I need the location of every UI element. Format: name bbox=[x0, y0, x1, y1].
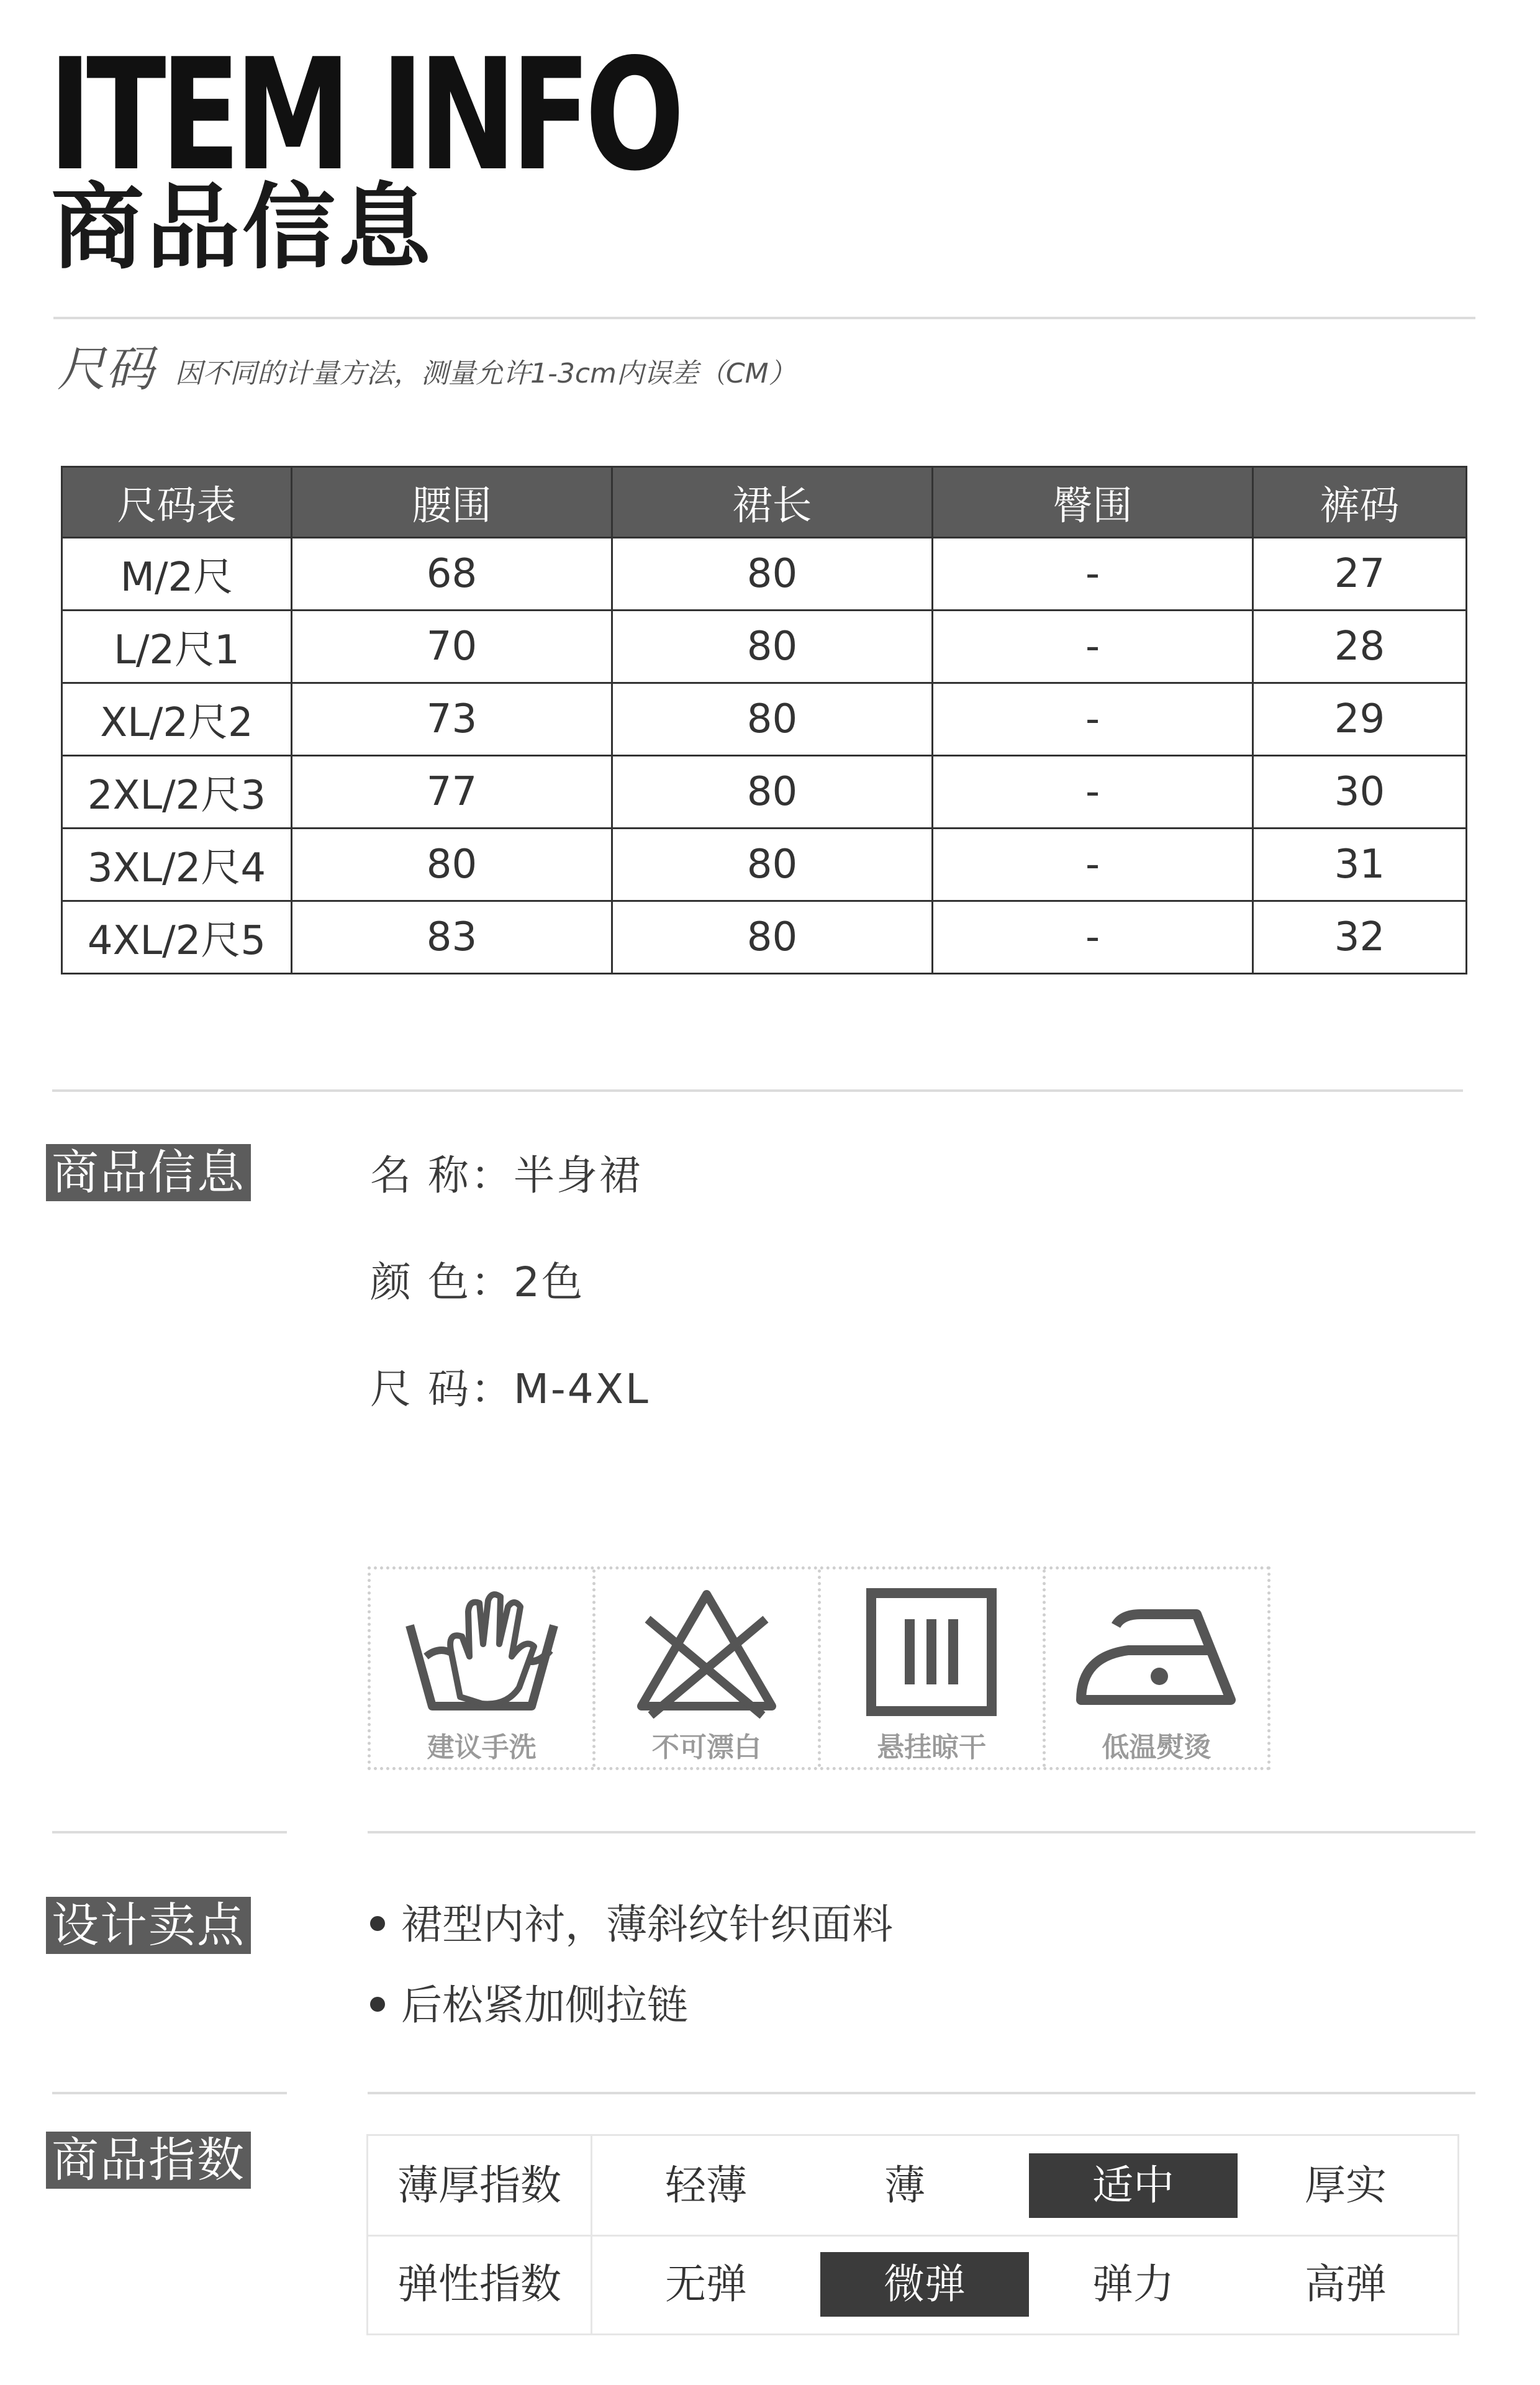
care-item-no-bleach bbox=[596, 1570, 820, 1767]
index-option: 高弹 bbox=[1305, 2260, 1387, 2308]
pants-size-cell: 30 bbox=[1253, 756, 1467, 829]
size-table-header: 裤码 bbox=[1253, 467, 1467, 538]
waist-cell: 73 bbox=[292, 683, 612, 756]
table-row bbox=[62, 683, 1467, 756]
care-instructions bbox=[368, 1566, 1270, 1770]
size-section-note: 因不同的计量方法，测量允许1-3cm内误差（CM） bbox=[175, 358, 796, 389]
divider bbox=[52, 2092, 287, 2094]
table-row bbox=[62, 538, 1467, 611]
divider bbox=[368, 1831, 1475, 1833]
product-name: 名 称：半身裙 bbox=[370, 1152, 642, 1199]
size-table-header: 裙长 bbox=[612, 467, 933, 538]
waist-cell: 77 bbox=[292, 756, 612, 829]
index-option: 轻薄 bbox=[665, 2161, 747, 2209]
divider bbox=[52, 1831, 287, 1833]
design-point-text: 后松紧加侧拉链 bbox=[401, 1981, 688, 2029]
pants-size-cell: 31 bbox=[1253, 829, 1467, 901]
index-row-elasticity bbox=[368, 2235, 1457, 2333]
hip-cell: - bbox=[933, 829, 1253, 901]
hip-cell: - bbox=[933, 538, 1253, 611]
index-label: 弹性指数 bbox=[397, 2260, 561, 2308]
table-row bbox=[62, 829, 1467, 901]
index-option-selected: 微弹 bbox=[820, 2235, 1029, 2333]
care-item-low-iron bbox=[1046, 1570, 1267, 1767]
product-info-tag: 商品信息 bbox=[46, 1144, 251, 1201]
care-label: 低温熨烫 bbox=[1102, 1732, 1212, 1763]
length-cell: 80 bbox=[612, 611, 933, 683]
size-table-header-row bbox=[62, 467, 1467, 538]
pants-size-cell: 32 bbox=[1253, 901, 1467, 974]
design-point bbox=[370, 1981, 688, 2029]
pants-size-cell: 28 bbox=[1253, 611, 1467, 683]
size-cell: XL/2尺2 bbox=[62, 683, 292, 756]
waist-cell: 70 bbox=[292, 611, 612, 683]
size-cell: 3XL/2尺4 bbox=[62, 829, 292, 901]
index-row-thickness bbox=[368, 2136, 1457, 2237]
low-iron-icon bbox=[1072, 1582, 1240, 1719]
index-option: 厚实 bbox=[1305, 2161, 1387, 2209]
divider bbox=[52, 1089, 1463, 1092]
product-index-table bbox=[366, 2134, 1459, 2335]
product-size-range: 尺 码：M-4XL bbox=[370, 1365, 650, 1413]
hip-cell: - bbox=[933, 901, 1253, 974]
size-table-header: 臀围 bbox=[933, 467, 1253, 538]
length-cell: 80 bbox=[612, 901, 933, 974]
divider bbox=[368, 2092, 1475, 2094]
index-option: 薄 bbox=[884, 2161, 925, 2209]
table-row bbox=[62, 901, 1467, 974]
design-points-tag: 设计卖点 bbox=[46, 1897, 251, 1954]
length-cell: 80 bbox=[612, 683, 933, 756]
table-row bbox=[62, 611, 1467, 683]
hand-wash-icon bbox=[401, 1582, 563, 1719]
no-bleach-icon bbox=[632, 1582, 781, 1719]
size-table-header: 尺码表 bbox=[62, 467, 292, 538]
index-option: 弹力 bbox=[1092, 2260, 1174, 2308]
hip-cell: - bbox=[933, 611, 1253, 683]
length-cell: 80 bbox=[612, 829, 933, 901]
size-table-header: 腰围 bbox=[292, 467, 612, 538]
bullet-dot bbox=[370, 1916, 385, 1931]
waist-cell: 68 bbox=[292, 538, 612, 611]
waist-cell: 80 bbox=[292, 829, 612, 901]
size-cell: M/2尺 bbox=[62, 538, 292, 611]
product-color: 颜 色：2色 bbox=[370, 1258, 584, 1306]
pants-size-cell: 27 bbox=[1253, 538, 1467, 611]
hip-cell: - bbox=[933, 756, 1253, 829]
index-option-selected: 适中 bbox=[1029, 2136, 1238, 2235]
care-label: 建议手洗 bbox=[427, 1732, 537, 1763]
care-item-hand-wash bbox=[371, 1570, 596, 1767]
length-cell: 80 bbox=[612, 538, 933, 611]
title-cn: 商品信息 bbox=[51, 174, 434, 282]
product-index-tag: 商品指数 bbox=[46, 2132, 251, 2189]
waist-cell: 83 bbox=[292, 901, 612, 974]
pants-size-cell: 29 bbox=[1253, 683, 1467, 756]
table-row bbox=[62, 756, 1467, 829]
care-label: 不可漂白 bbox=[651, 1732, 761, 1763]
care-item-hang-dry bbox=[821, 1570, 1046, 1767]
divider bbox=[53, 317, 1475, 319]
care-label: 悬挂晾干 bbox=[877, 1732, 987, 1763]
size-cell: 2XL/2尺3 bbox=[62, 756, 292, 829]
size-cell: 4XL/2尺5 bbox=[62, 901, 292, 974]
size-section-label: 尺码 bbox=[57, 342, 155, 398]
index-label: 薄厚指数 bbox=[397, 2161, 561, 2209]
design-point bbox=[370, 1901, 893, 1948]
size-table bbox=[61, 466, 1467, 974]
hip-cell: - bbox=[933, 683, 1253, 756]
index-option: 无弹 bbox=[665, 2260, 747, 2308]
hang-dry-icon bbox=[860, 1582, 1003, 1719]
size-cell: L/2尺1 bbox=[62, 611, 292, 683]
bullet-dot bbox=[370, 1997, 385, 2012]
length-cell: 80 bbox=[612, 756, 933, 829]
design-point-text: 裙型内衬，薄斜纹针织面料 bbox=[401, 1901, 893, 1948]
title-en: ITEM INFO bbox=[48, 26, 679, 205]
